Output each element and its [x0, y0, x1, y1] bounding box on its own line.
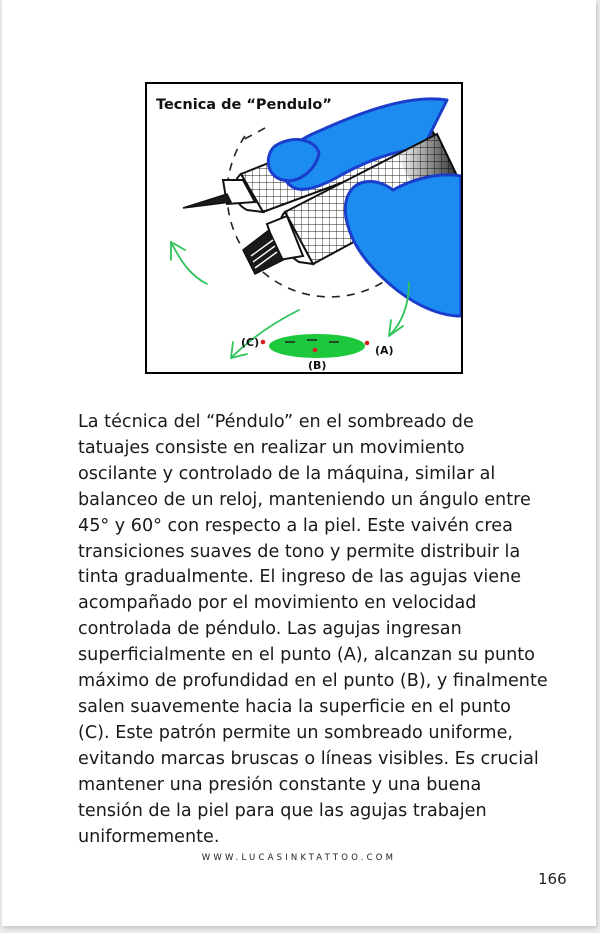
point-c-marker: [261, 340, 266, 345]
page-number: 166: [538, 870, 567, 888]
ink-zone: [261, 334, 370, 358]
point-b-marker: [313, 348, 318, 353]
gloved-hand-icon: [345, 175, 461, 316]
pendulum-illustration: [147, 84, 461, 372]
figure-title: Tecnica de “Pendulo”: [156, 97, 332, 113]
body-paragraph: La técnica del “Péndulo” en el sombreado de tatuajes consiste en realizar un movimiento oscilante y controlado de la máquina, similar al balanceo de un reloj, manteniendo un ángulo entre 45° y 60° con respecto a la piel. Este vaivén crea transiciones suaves de tono y permite distribuir la tinta gradualmente. El ingreso de las agujas viene acompañado por el movimiento en velocidad controlada de péndulo. Las agujas ingresan superficialmente en el punto (A), alcanzan su punto máximo de profundidad en el punto (B), y finalmente salen suavemente hacia la superficie en el punto (C). Este patrón permite un sombreado uniforme, evitando marcas bruscas o líneas visibles. Es crucial mantener una presión constante y una buena tensión de la piel para que las agujas trabajen uniformemente.: [78, 412, 548, 847]
footer-website: WWW.LUCASINKTATTOO.COM: [201, 853, 397, 863]
point-b-label: (B): [308, 359, 327, 372]
pendulum-figure: [145, 82, 463, 374]
point-c-label: (C): [241, 336, 260, 349]
point-a-marker: [365, 341, 370, 346]
point-a-label: (A): [375, 344, 394, 357]
book-page: [2, 0, 596, 926]
